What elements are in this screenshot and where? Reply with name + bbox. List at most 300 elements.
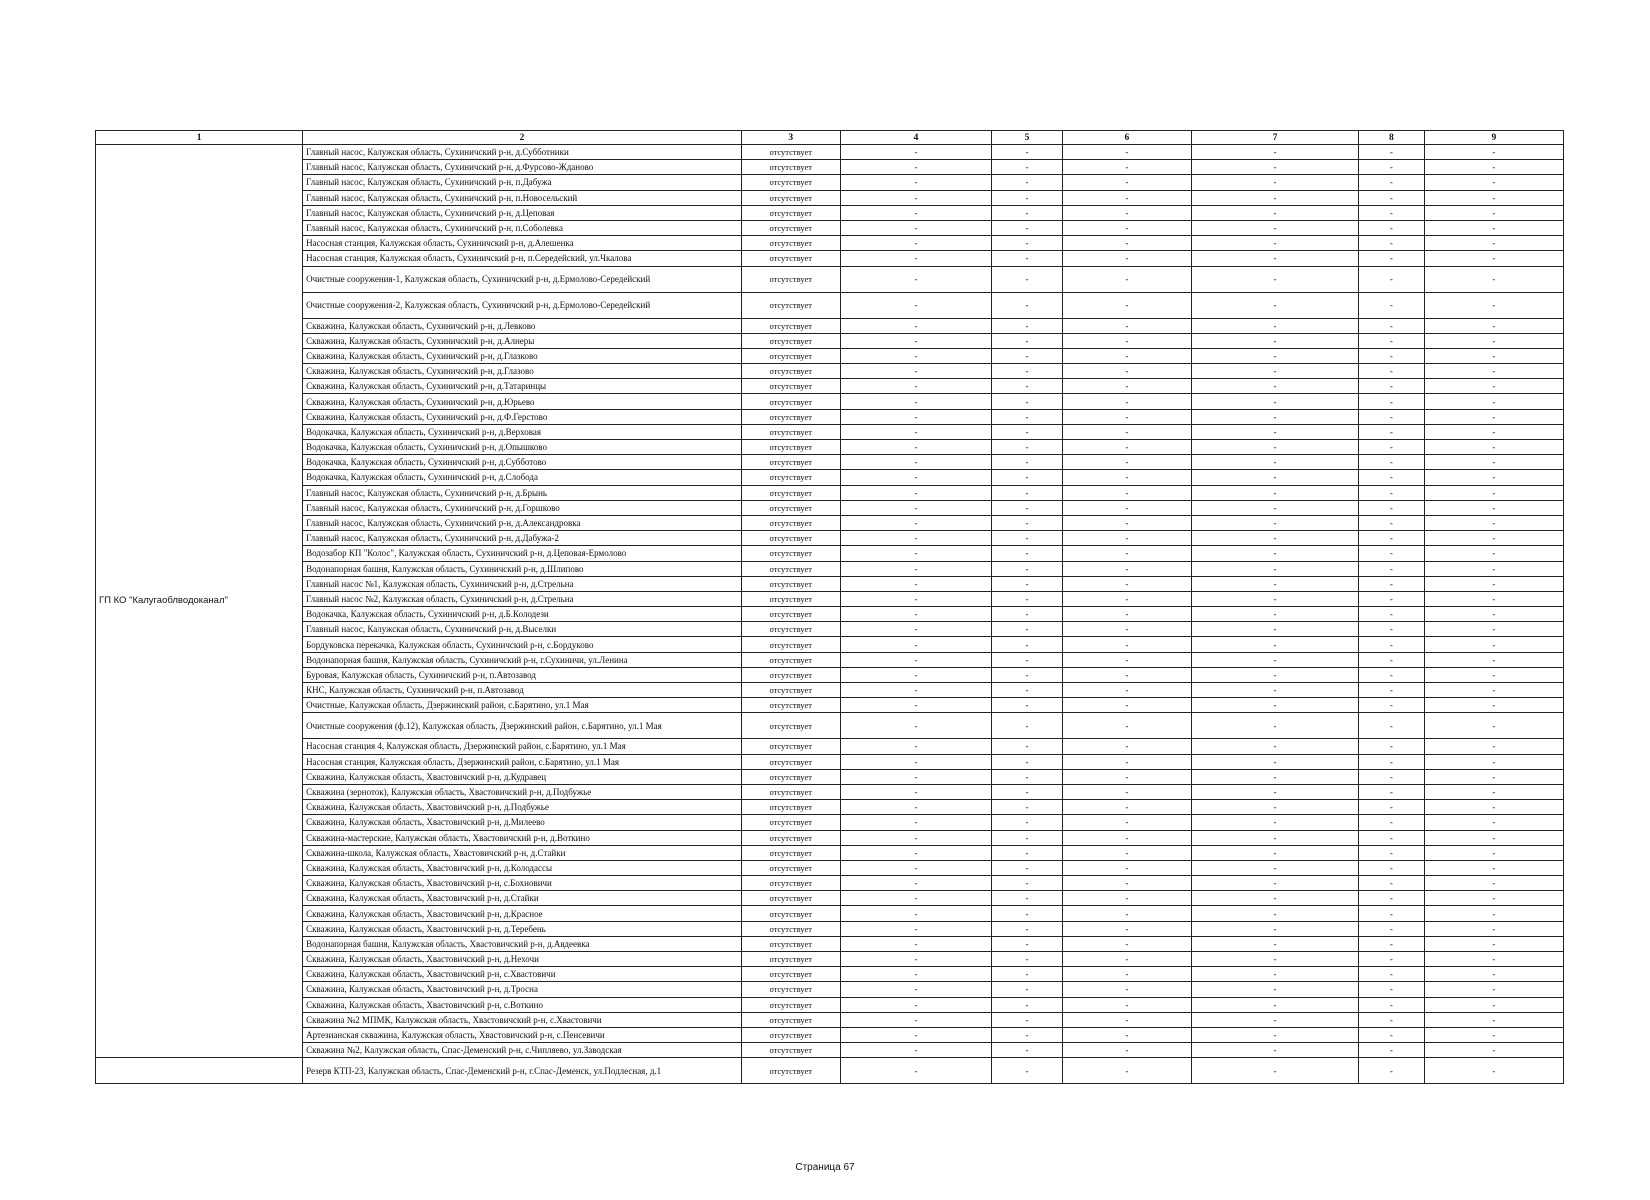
value-cell-col-9: - [1424,591,1563,606]
status-cell: отсутствует [741,713,840,739]
value-cell-col-5: - [992,190,1062,205]
value-cell-col-6: - [1062,921,1192,936]
table-row [96,190,1564,205]
facility-name-cell: Скважина, Калужская область, Хвастовичский р-н, д.Стайки [303,891,742,906]
value-cell-col-8: - [1358,160,1424,175]
facility-name-cell: Скважина, Калужская область, Хвастовичский р-н, д.Милеево [303,815,742,830]
value-cell-col-5: - [992,845,1062,860]
table-row [96,470,1564,485]
value-cell-col-5: - [992,997,1062,1012]
value-cell-col-4: - [840,424,992,439]
value-cell-col-4: - [840,364,992,379]
table-row [96,860,1564,875]
value-cell-col-6: - [1062,576,1192,591]
value-cell-col-5: - [992,145,1062,160]
value-cell-col-4: - [840,997,992,1012]
value-cell-col-8: - [1358,485,1424,500]
value-cell-col-4: - [840,220,992,235]
value-cell-col-6: - [1062,364,1192,379]
facility-name-cell: КНС, Калужская область, Сухиничский р-н, п.Автозавод [303,683,742,698]
value-cell-col-8: - [1358,622,1424,637]
value-cell-col-9: - [1424,145,1563,160]
status-cell: отсутствует [741,500,840,515]
value-cell-col-9: - [1424,637,1563,652]
value-cell-col-8: - [1358,952,1424,967]
value-cell-col-9: - [1424,576,1563,591]
value-cell-col-7: - [1192,251,1359,266]
value-cell-col-9: - [1424,815,1563,830]
value-cell-col-9: - [1424,394,1563,409]
value-cell-col-8: - [1358,561,1424,576]
table-row [96,292,1564,318]
facility-name-cell: Главный насос, Калужская область, Сухиничский р-н, д.Брынь [303,485,742,500]
value-cell-col-5: - [992,982,1062,997]
value-cell-col-7: - [1192,205,1359,220]
value-cell-col-7: - [1192,424,1359,439]
value-cell-col-9: - [1424,292,1563,318]
column-header-7: 7 [1192,131,1359,145]
value-cell-col-8: - [1358,409,1424,424]
value-cell-col-8: - [1358,815,1424,830]
value-cell-col-9: - [1424,409,1563,424]
value-cell-col-8: - [1358,175,1424,190]
column-header-9: 9 [1424,131,1563,145]
status-cell: отсутствует [741,364,840,379]
value-cell-col-8: - [1358,531,1424,546]
value-cell-col-8: - [1358,713,1424,739]
value-cell-col-4: - [840,236,992,251]
value-cell-col-8: - [1358,145,1424,160]
header-row [96,131,1564,145]
value-cell-col-9: - [1424,175,1563,190]
value-cell-col-5: - [992,622,1062,637]
value-cell-col-5: - [992,713,1062,739]
facility-name-cell: Скважина, Калужская область, Хвастовичский р-н, с.Хвастовичи [303,967,742,982]
table-row [96,1012,1564,1027]
value-cell-col-6: - [1062,160,1192,175]
value-cell-col-7: - [1192,652,1359,667]
value-cell-col-8: - [1358,739,1424,754]
value-cell-col-5: - [992,667,1062,682]
value-cell-col-9: - [1424,348,1563,363]
table-row [96,394,1564,409]
status-cell: отсутствует [741,440,840,455]
value-cell-col-8: - [1358,546,1424,561]
value-cell-col-4: - [840,754,992,769]
value-cell-col-8: - [1358,769,1424,784]
value-cell-col-9: - [1424,876,1563,891]
table-row [96,175,1564,190]
value-cell-col-6: - [1062,500,1192,515]
value-cell-col-5: - [992,952,1062,967]
status-cell: отсутствует [741,591,840,606]
value-cell-col-6: - [1062,906,1192,921]
column-header-4: 4 [840,131,992,145]
value-cell-col-8: - [1358,845,1424,860]
value-cell-col-8: - [1358,318,1424,333]
value-cell-col-8: - [1358,440,1424,455]
value-cell-col-8: - [1358,1058,1424,1084]
facility-name-cell: Главный насос, Калужская область, Сухиничский р-н, п.Новосельский [303,190,742,205]
status-cell: отсутствует [741,333,840,348]
value-cell-col-5: - [992,455,1062,470]
value-cell-col-6: - [1062,622,1192,637]
status-cell: отсутствует [741,236,840,251]
facility-name-cell: Скважина, Калужская область, Хвастовичский р-н, д.Колодассы [303,860,742,875]
value-cell-col-9: - [1424,364,1563,379]
facility-name-cell: Артезианская скважина, Калужская область, Хвастовичский р-н, с.Пенсевичи [303,1027,742,1042]
status-cell: отсутствует [741,546,840,561]
facility-name-cell: Главный насос №2, Калужская область, Сухиничский р-н, д.Стрельна [303,591,742,606]
value-cell-col-6: - [1062,607,1192,622]
value-cell-col-7: - [1192,967,1359,982]
value-cell-col-5: - [992,906,1062,921]
value-cell-col-8: - [1358,190,1424,205]
value-cell-col-9: - [1424,667,1563,682]
table-row [96,515,1564,530]
facility-name-cell: Скважина, Калужская область, Сухиничский р-н, д.Глазово [303,364,742,379]
value-cell-col-8: - [1358,1027,1424,1042]
value-cell-col-7: - [1192,485,1359,500]
value-cell-col-4: - [840,500,992,515]
value-cell-col-8: - [1358,266,1424,292]
facility-name-cell: Водокачка, Калужская область, Сухиничский р-н, д.Субботово [303,455,742,470]
facility-name-cell: Главный насос, Калужская область, Сухиничский р-н, д.Александровка [303,515,742,530]
value-cell-col-8: - [1358,576,1424,591]
value-cell-col-9: - [1424,251,1563,266]
facility-name-cell: Скважина, Калужская область, Хвастовичский р-н, с.Воткино [303,997,742,1012]
value-cell-col-9: - [1424,845,1563,860]
value-cell-col-6: - [1062,891,1192,906]
facility-name-cell: Очистные сооружения (ф.12), Калужская область, Дзержинский район, с.Барятино, ул.1 Мая [303,713,742,739]
table-row [96,830,1564,845]
value-cell-col-5: - [992,266,1062,292]
facility-name-cell: Скважина, Калужская область, Хвастовичский р-н, д.Теребень [303,921,742,936]
value-cell-col-6: - [1062,236,1192,251]
column-header-5: 5 [992,131,1062,145]
value-cell-col-8: - [1358,470,1424,485]
value-cell-col-5: - [992,754,1062,769]
value-cell-col-7: - [1192,364,1359,379]
table-row [96,485,1564,500]
status-cell: отсутствует [741,424,840,439]
status-cell: отсутствует [741,394,840,409]
value-cell-col-4: - [840,591,992,606]
value-cell-col-6: - [1062,348,1192,363]
table-row [96,220,1564,235]
value-cell-col-7: - [1192,348,1359,363]
value-cell-col-9: - [1424,784,1563,799]
value-cell-col-8: - [1358,667,1424,682]
status-cell: отсутствует [741,891,840,906]
value-cell-col-8: - [1358,1012,1424,1027]
value-cell-col-4: - [840,292,992,318]
table-row [96,652,1564,667]
status-cell: отсутствует [741,860,840,875]
table-row [96,845,1564,860]
value-cell-col-4: - [840,561,992,576]
facility-name-cell: Скважина, Калужская область, Сухиничский р-н, д.Юрьево [303,394,742,409]
value-cell-col-4: - [840,713,992,739]
value-cell-col-5: - [992,160,1062,175]
facility-name-cell: Главный насос, Калужская область, Сухиничский р-н, д.Дабужа-2 [303,531,742,546]
value-cell-col-6: - [1062,220,1192,235]
facility-name-cell: Главный насос, Калужская область, Сухиничский р-н, д.Выселки [303,622,742,637]
facility-name-cell: Скважина, Калужская область, Хвастовичский р-н, д.Красное [303,906,742,921]
value-cell-col-8: - [1358,860,1424,875]
value-cell-col-9: - [1424,470,1563,485]
value-cell-col-4: - [840,936,992,951]
table-row [96,561,1564,576]
column-header-8: 8 [1358,131,1424,145]
facility-name-cell: Резерв КТП-23, Калужская область, Спас-Деменский р-н, г.Спас-Деменск, ул.Подлесная, д.1 [303,1058,742,1084]
value-cell-col-4: - [840,1027,992,1042]
value-cell-col-6: - [1062,561,1192,576]
table-row [96,698,1564,713]
value-cell-col-7: - [1192,333,1359,348]
facility-name-cell: Водонапорная башня, Калужская область, Хвастовичский р-н, д.Авдеевка [303,936,742,951]
value-cell-col-9: - [1424,891,1563,906]
table-row [96,921,1564,936]
table-row [96,500,1564,515]
value-cell-col-5: - [992,531,1062,546]
value-cell-col-7: - [1192,1012,1359,1027]
value-cell-col-5: - [992,860,1062,875]
value-cell-col-6: - [1062,190,1192,205]
facility-name-cell: Насосная станция, Калужская область, Дзержинский район, с.Барятино, ул.1 Мая [303,754,742,769]
value-cell-col-4: - [840,637,992,652]
value-cell-col-4: - [840,576,992,591]
value-cell-col-7: - [1192,145,1359,160]
status-cell: отсутствует [741,470,840,485]
facility-name-cell: Скважина, Калужская область, Хвастовичский р-н, д.Нехочи [303,952,742,967]
value-cell-col-7: - [1192,1043,1359,1058]
value-cell-col-5: - [992,515,1062,530]
value-cell-col-4: - [840,622,992,637]
value-cell-col-5: - [992,1058,1062,1084]
value-cell-col-8: - [1358,292,1424,318]
value-cell-col-7: - [1192,683,1359,698]
value-cell-col-6: - [1062,952,1192,967]
value-cell-col-7: - [1192,845,1359,860]
table-row [96,967,1564,982]
value-cell-col-5: - [992,409,1062,424]
facility-name-cell: Главный насос, Калужская область, Сухиничский р-н, д.Горшково [303,500,742,515]
value-cell-col-8: - [1358,455,1424,470]
facility-name-cell: Скважина, Калужская область, Сухиничский р-н, д.Алнеры [303,333,742,348]
value-cell-col-6: - [1062,997,1192,1012]
table-row [96,364,1564,379]
value-cell-col-6: - [1062,515,1192,530]
value-cell-col-8: - [1358,379,1424,394]
value-cell-col-9: - [1424,333,1563,348]
value-cell-col-4: - [840,698,992,713]
value-cell-col-7: - [1192,800,1359,815]
value-cell-col-8: - [1358,754,1424,769]
value-cell-col-4: - [840,769,992,784]
facility-name-cell: Скважина, Калужская область, Хвастовичский р-н, с.Бохновичи [303,876,742,891]
status-cell: отсутствует [741,145,840,160]
status-cell: отсутствует [741,967,840,982]
value-cell-col-7: - [1192,500,1359,515]
value-cell-col-5: - [992,251,1062,266]
value-cell-col-9: - [1424,1058,1563,1084]
value-cell-col-5: - [992,576,1062,591]
value-cell-col-7: - [1192,440,1359,455]
value-cell-col-4: - [840,784,992,799]
facility-name-cell: Скважина-школа, Калужская область, Хвастовичский р-н, д.Стайки [303,845,742,860]
value-cell-col-6: - [1062,1058,1192,1084]
value-cell-col-5: - [992,440,1062,455]
facility-name-cell: Главный насос, Калужская область, Сухиничский р-н, п.Дабужа [303,175,742,190]
table-row [96,784,1564,799]
value-cell-col-8: - [1358,698,1424,713]
value-cell-col-4: - [840,455,992,470]
value-cell-col-4: - [840,921,992,936]
status-cell: отсутствует [741,576,840,591]
status-cell: отсутствует [741,220,840,235]
value-cell-col-6: - [1062,409,1192,424]
value-cell-col-4: - [840,683,992,698]
column-header-3: 3 [741,131,840,145]
value-cell-col-4: - [840,205,992,220]
value-cell-col-4: - [840,348,992,363]
value-cell-col-9: - [1424,982,1563,997]
value-cell-col-4: - [840,379,992,394]
value-cell-col-9: - [1424,546,1563,561]
value-cell-col-8: - [1358,333,1424,348]
table-row [96,348,1564,363]
facility-name-cell: Водозабор КП "Колос", Калужская область, Сухиничский р-н, д.Цеповая-Ермолово [303,546,742,561]
status-cell: отсутствует [741,175,840,190]
value-cell-col-9: - [1424,906,1563,921]
value-cell-col-9: - [1424,698,1563,713]
value-cell-col-4: - [840,607,992,622]
value-cell-col-4: - [840,546,992,561]
value-cell-col-4: - [840,830,992,845]
value-cell-col-7: - [1192,784,1359,799]
value-cell-col-9: - [1424,952,1563,967]
status-cell: отсутствует [741,292,840,318]
table-row [96,637,1564,652]
value-cell-col-4: - [840,1058,992,1084]
value-cell-col-7: - [1192,997,1359,1012]
value-cell-col-6: - [1062,698,1192,713]
value-cell-col-7: - [1192,815,1359,830]
value-cell-col-8: - [1358,500,1424,515]
value-cell-col-8: - [1358,394,1424,409]
table-row [96,546,1564,561]
table-row [96,982,1564,997]
value-cell-col-7: - [1192,1027,1359,1042]
table-row [96,1043,1564,1058]
value-cell-col-7: - [1192,667,1359,682]
status-cell: отсутствует [741,266,840,292]
table-row [96,667,1564,682]
table-row [96,379,1564,394]
status-cell: отсутствует [741,455,840,470]
facility-name-cell: Водонапорная башня, Калужская область, Сухиничский р-н, г.Сухиничи, ул.Ленина [303,652,742,667]
value-cell-col-9: - [1424,997,1563,1012]
value-cell-col-6: - [1062,455,1192,470]
value-cell-col-9: - [1424,769,1563,784]
value-cell-col-6: - [1062,205,1192,220]
value-cell-col-9: - [1424,236,1563,251]
value-cell-col-4: - [840,739,992,754]
value-cell-col-6: - [1062,333,1192,348]
value-cell-col-4: - [840,394,992,409]
table-row [96,251,1564,266]
value-cell-col-8: - [1358,936,1424,951]
table-row [96,333,1564,348]
value-cell-col-5: - [992,546,1062,561]
status-cell: отсутствует [741,622,840,637]
value-cell-col-6: - [1062,754,1192,769]
value-cell-col-7: - [1192,236,1359,251]
value-cell-col-9: - [1424,683,1563,698]
value-cell-col-9: - [1424,652,1563,667]
table-row [96,739,1564,754]
value-cell-col-9: - [1424,936,1563,951]
status-cell: отсутствует [741,205,840,220]
value-cell-col-6: - [1062,769,1192,784]
value-cell-col-4: - [840,266,992,292]
value-cell-col-5: - [992,967,1062,982]
value-cell-col-6: - [1062,485,1192,500]
value-cell-col-6: - [1062,440,1192,455]
facility-name-cell: Скважина №2 МПМК, Калужская область, Хвастовичский р-н, с.Хвастовичи [303,1012,742,1027]
status-cell: отсутствует [741,921,840,936]
value-cell-col-5: - [992,936,1062,951]
value-cell-col-6: - [1062,739,1192,754]
table-row [96,622,1564,637]
table-row [96,906,1564,921]
value-cell-col-8: - [1358,220,1424,235]
value-cell-col-6: - [1062,251,1192,266]
table-row [96,1027,1564,1042]
value-cell-col-6: - [1062,713,1192,739]
value-cell-col-5: - [992,1043,1062,1058]
value-cell-col-8: - [1358,921,1424,936]
value-cell-col-5: - [992,607,1062,622]
status-cell: отсутствует [741,160,840,175]
value-cell-col-7: - [1192,891,1359,906]
value-cell-col-4: - [840,470,992,485]
status-cell: отсутствует [741,561,840,576]
value-cell-col-6: - [1062,318,1192,333]
value-cell-col-8: - [1358,800,1424,815]
value-cell-col-5: - [992,739,1062,754]
facility-name-cell: Скважина, Калужская область, Сухиничский р-н, д.Глазково [303,348,742,363]
value-cell-col-7: - [1192,921,1359,936]
value-cell-col-7: - [1192,906,1359,921]
value-cell-col-4: - [840,333,992,348]
value-cell-col-6: - [1062,266,1192,292]
value-cell-col-4: - [840,190,992,205]
value-cell-col-4: - [840,1012,992,1027]
facility-name-cell: Водонапорная башня, Калужская область, Сухиничский р-н, д.Шлипово [303,561,742,576]
status-cell: отсутствует [741,982,840,997]
value-cell-col-9: - [1424,455,1563,470]
value-cell-col-4: - [840,845,992,860]
table-row [96,891,1564,906]
data-table [95,130,1564,1084]
value-cell-col-8: - [1358,683,1424,698]
status-cell: отсутствует [741,531,840,546]
value-cell-col-8: - [1358,515,1424,530]
value-cell-col-6: - [1062,967,1192,982]
facility-name-cell: Главный насос, Калужская область, Сухиничский р-н, д.Субботники [303,145,742,160]
